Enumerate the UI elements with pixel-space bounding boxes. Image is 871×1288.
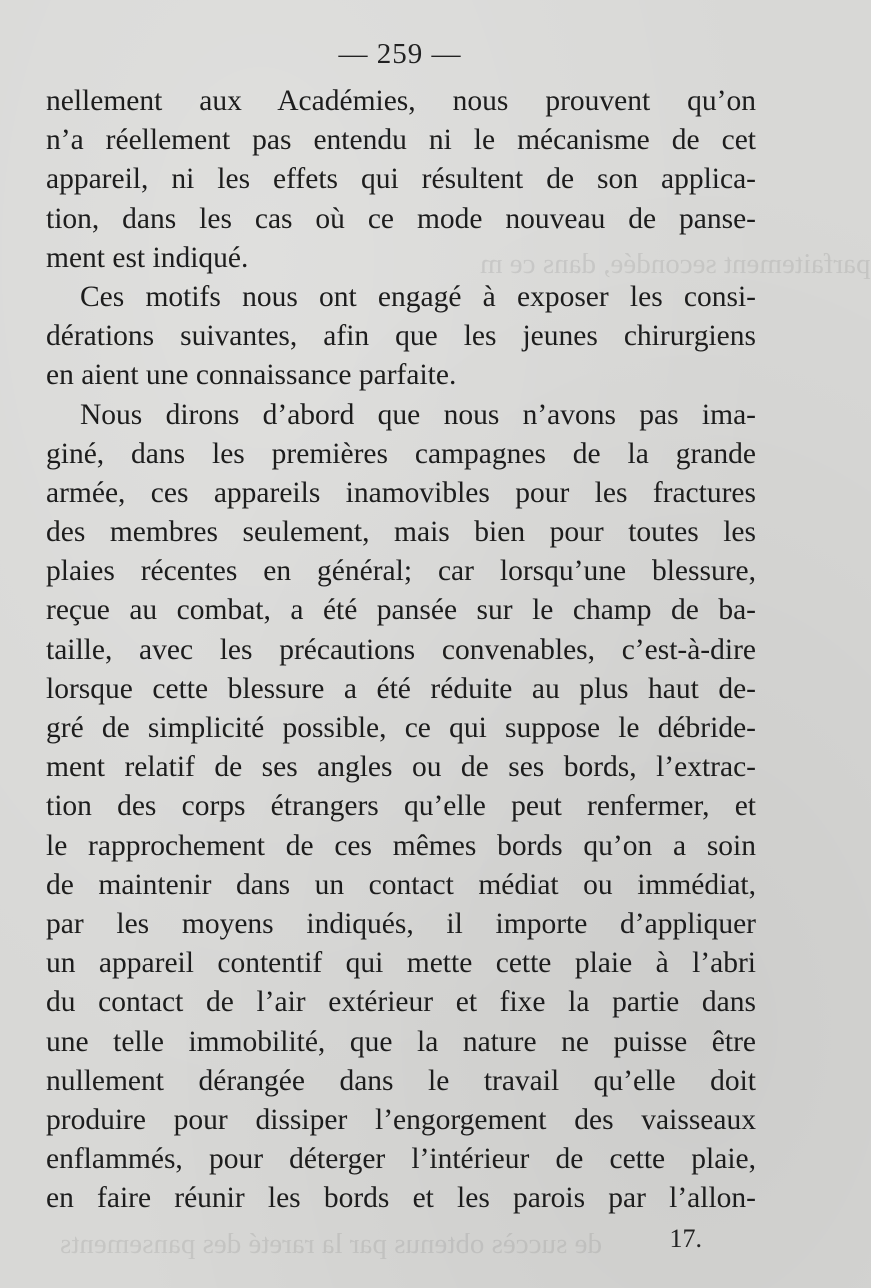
text-line: nellement aux Académies, nous prouvent qu’on <box>46 85 756 117</box>
bleed-through-text: de succès obtenus par la rareté des pansements <box>60 1228 602 1260</box>
text-line: plaies récentes en général; car lorsqu’une blessure, <box>46 555 756 588</box>
text-line: nullement dérangée dans le travail qu’elle doit <box>46 1064 756 1097</box>
text-line: de maintenir dans un contact médiat ou immédiat, <box>46 868 756 901</box>
text-line: tion des corps étrangers qu’elle peut renfermer, et <box>46 790 756 823</box>
text-line: en faire réunir les bords et les parois par l’allon- <box>46 1182 756 1215</box>
text-line: des membres seulement, mais bien pour toutes les <box>46 516 756 549</box>
text-line: le rapprochement de ces mêmes bords qu’on a soin <box>46 829 756 862</box>
text-line: du contact de l’air extérieur et fixe la partie dans <box>46 986 756 1019</box>
paragraph-3 <box>46 396 756 1219</box>
text-line: gré de simplicité possible, ce qui suppose le débride- <box>46 712 756 744</box>
paragraph-1 <box>46 82 756 278</box>
bleed-through-text: parfaitement secondée, dans ce m <box>480 248 871 280</box>
signature-mark: 17. <box>669 1224 702 1253</box>
text-line: dérations suivantes, afin que les jeunes chirurgiens <box>46 320 756 353</box>
text-line: produire pour dissiper l’engorgement des vaisseaux <box>46 1103 756 1136</box>
page-number: — 259 — <box>338 38 462 70</box>
text-line: Nous dirons d’abord que nous n’avons pas ima- <box>80 398 756 431</box>
body-text <box>46 82 756 1218</box>
text-line: enflammés, pour déterger l’intérieur de cette plaie, <box>46 1143 756 1176</box>
text-line: reçue au combat, a été pansée sur le champ de ba- <box>46 594 756 627</box>
text-line: en aient une connaissance parfaite. <box>46 359 457 392</box>
text-line: taille, avec les précautions convenables, c’est-à-dire <box>46 633 756 666</box>
text-line: une telle immobilité, que la nature ne puisse être <box>46 1025 756 1058</box>
text-line: ment est indiqué. <box>46 241 249 274</box>
text-line: ment relatif de ses angles ou de ses bords, l’extrac- <box>46 751 756 784</box>
text-line: un appareil contentif qui mette cette plaie à l’abri <box>46 947 756 980</box>
paragraph-2 <box>46 278 756 396</box>
text-line: appareil, ni les effets qui résultent de son applica- <box>46 163 756 196</box>
text-line: giné, dans les premières campagnes de la grande <box>46 437 756 470</box>
text-line: n’a réellement pas entendu ni le mécanisme de cet <box>46 124 756 157</box>
text-line: lorsque cette blessure a été réduite au plus haut de- <box>46 672 756 705</box>
text-line: tion, dans les cas où ce mode nouveau de panse- <box>46 202 756 235</box>
text-line: armée, ces appareils inamovibles pour les fractures <box>46 476 756 509</box>
text-line: Ces motifs nous ont engagé à exposer les consi- <box>80 280 756 313</box>
text-line: par les moyens indiqués, il importe d’appliquer <box>46 907 756 940</box>
